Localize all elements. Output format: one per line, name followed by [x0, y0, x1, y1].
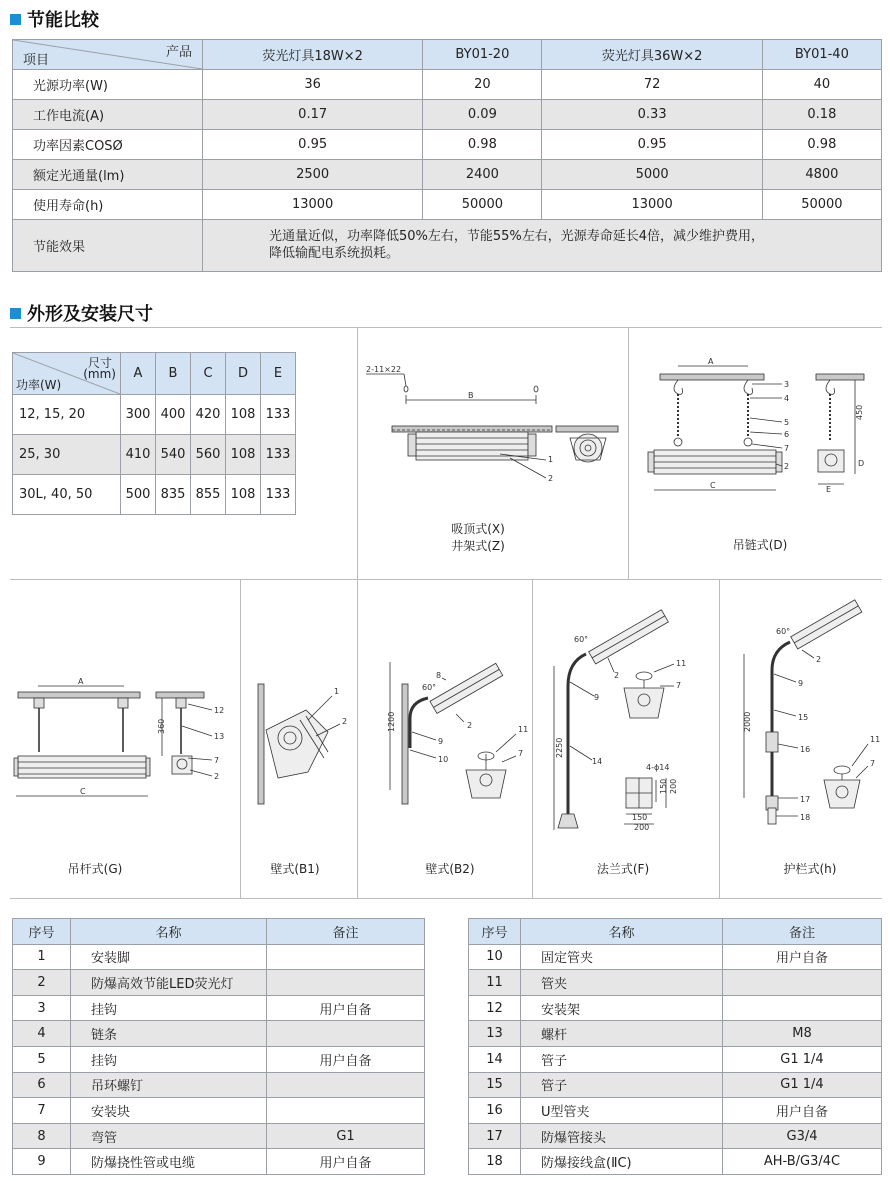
cell-name: 管夹 — [521, 970, 723, 996]
callout-2: 2 — [784, 462, 790, 471]
cell-note: 用户自备 — [723, 944, 882, 970]
dim-450-label: 450 — [855, 404, 864, 420]
cell: 36 — [203, 70, 423, 100]
divider — [532, 579, 533, 899]
cell-no: 4 — [13, 1021, 71, 1047]
table-row — [469, 1072, 882, 1098]
cell: 133 — [261, 435, 296, 475]
cell: 13000 — [542, 190, 762, 220]
cell-no: 15 — [469, 1072, 521, 1098]
table-row — [13, 1149, 425, 1175]
cell-note: 用户自备 — [267, 995, 425, 1021]
table-row — [13, 435, 296, 475]
cell: 5000 — [542, 160, 762, 190]
cell-no: 3 — [13, 995, 71, 1021]
section-heading-dimensions — [10, 300, 153, 326]
row-label: 光源功率(W) — [13, 70, 203, 100]
cell: 0.17 — [203, 100, 423, 130]
cell: 13000 — [203, 190, 423, 220]
table-row — [13, 1098, 425, 1124]
callout-7: 7 — [676, 681, 682, 690]
table-row — [13, 130, 882, 160]
angle-label: 60° — [422, 683, 437, 692]
cell-note: G3/4 — [723, 1123, 882, 1149]
dim-150-label: 150 — [659, 778, 668, 794]
table-row — [13, 475, 296, 515]
cell: 0.95 — [203, 130, 423, 160]
cell-name: 安装脚 — [71, 944, 267, 970]
cell: 72 — [542, 70, 762, 100]
cell-note — [267, 1072, 425, 1098]
cell-note: 用户自备 — [267, 1149, 425, 1175]
cell-note — [267, 944, 425, 970]
cell: 540 — [156, 435, 191, 475]
cell-name: 防爆接线盒(ⅡC) — [521, 1149, 723, 1175]
table-row — [13, 944, 425, 970]
table-row — [13, 1046, 425, 1072]
callout-12: 12 — [214, 706, 225, 715]
callout-15: 15 — [798, 713, 809, 722]
product-header: 荧光灯具18W×2 — [203, 40, 423, 70]
energy-comparison-table — [12, 39, 882, 272]
column-header: D — [226, 353, 261, 395]
dim-c-label: C — [80, 787, 86, 796]
callout-1: 1 — [548, 455, 554, 464]
product-header: BY01-20 — [423, 40, 542, 70]
cell-no: 8 — [13, 1123, 71, 1149]
chain-mount-drawing — [640, 352, 880, 502]
cell-no: 17 — [469, 1123, 521, 1149]
rod-mount-drawing — [12, 676, 237, 806]
table-row — [13, 1072, 425, 1098]
cell-name: 链条 — [71, 1021, 267, 1047]
callout-2: 2 — [467, 721, 473, 730]
hole-spec-label: 2-11×22 — [366, 365, 402, 374]
cell: 410 — [121, 435, 156, 475]
caption-wall-b1: 壁式(B1) — [270, 862, 320, 876]
row-label: 30L, 40, 50 — [13, 475, 121, 515]
column-header-no: 序号 — [13, 919, 71, 945]
table-row — [469, 944, 882, 970]
cell-name: 吊环螺钉 — [71, 1072, 267, 1098]
table-row — [469, 970, 882, 996]
callout-2: 2 — [816, 655, 822, 664]
callout-10: 10 — [438, 755, 449, 764]
callout-2: 2 — [342, 717, 348, 726]
dim-a-label: A — [708, 357, 714, 366]
cell: 420 — [191, 395, 226, 435]
caption-rod: 吊杆式(G) — [67, 862, 123, 876]
callout-3: 3 — [784, 380, 790, 389]
callout-13: 13 — [214, 732, 225, 741]
parts-table-right — [468, 918, 882, 1175]
hole-spec-label: 4-ϕ14 — [646, 763, 670, 772]
cell: 0.95 — [542, 130, 762, 160]
cell: 133 — [261, 475, 296, 515]
callout-6: 6 — [784, 430, 790, 439]
section-title: 节能比较 — [27, 10, 99, 31]
column-header: A — [121, 353, 156, 395]
section-marker-icon — [10, 308, 21, 319]
corner-unit-label: (mm) — [83, 367, 116, 381]
row-label: 额定光通量(lm) — [13, 160, 203, 190]
cell-note — [723, 970, 882, 996]
divider — [357, 327, 358, 579]
cell-name: 管子 — [521, 1046, 723, 1072]
table-row — [13, 160, 882, 190]
caption-ceiling — [428, 521, 528, 555]
row-label: 25, 30 — [13, 435, 121, 475]
dim-360-label: 360 — [157, 718, 166, 734]
divider — [628, 327, 629, 579]
table-row — [469, 1123, 882, 1149]
dim-2250-label: 2250 — [555, 737, 564, 758]
parts-table-left — [12, 918, 425, 1175]
cell: 300 — [121, 395, 156, 435]
cell: 0.98 — [423, 130, 542, 160]
cell: 0.98 — [762, 130, 881, 160]
cell-name: 螺杆 — [521, 1021, 723, 1047]
dim-2000-label: 2000 — [743, 711, 752, 732]
table-row — [469, 1021, 882, 1047]
cell-name: U型管夹 — [521, 1098, 723, 1124]
cell-no: 10 — [469, 944, 521, 970]
saving-line: 降低输配电系统损耗。 — [269, 246, 400, 261]
cell-note: G1 — [267, 1123, 425, 1149]
product-header: 荧光灯具36W×2 — [542, 40, 762, 70]
table-row — [13, 100, 882, 130]
cell: 40 — [762, 70, 881, 100]
table-row — [469, 1098, 882, 1124]
cell-no: 13 — [469, 1021, 521, 1047]
row-label: 工作电流(A) — [13, 100, 203, 130]
cell: 50000 — [762, 190, 881, 220]
saving-line: 光通量近似，功率降低50%左右，节能55%左右，光源寿命延长4倍，减少维护费用， — [269, 229, 765, 244]
ceiling-mount-drawing — [360, 350, 625, 510]
column-header-no: 序号 — [469, 919, 521, 945]
callout-2: 2 — [214, 772, 220, 781]
cell-note: M8 — [723, 1021, 882, 1047]
dim-d-label: D — [858, 459, 865, 468]
callout-9: 9 — [594, 693, 600, 702]
wall-b2-drawing — [370, 658, 530, 808]
callout-11: 11 — [870, 735, 881, 744]
callout-2: 2 — [548, 474, 554, 483]
dim-b-label: B — [468, 391, 474, 400]
cell-no: 7 — [13, 1098, 71, 1124]
callout-2: 2 — [614, 671, 620, 680]
cell: 2400 — [423, 160, 542, 190]
callout-4: 4 — [784, 394, 790, 403]
section-heading-energy — [10, 6, 99, 32]
cell: 2500 — [203, 160, 423, 190]
column-header-note: 备注 — [723, 919, 882, 945]
callout-5: 5 — [784, 418, 790, 427]
cell-no: 12 — [469, 995, 521, 1021]
cell-note: AH-B/G3/4C — [723, 1149, 882, 1175]
cell-note: G1 1/4 — [723, 1072, 882, 1098]
cell-name: 弯管 — [71, 1123, 267, 1149]
cell-name: 管子 — [521, 1072, 723, 1098]
section-title: 外形及安装尺寸 — [27, 304, 153, 325]
callout-7: 7 — [518, 749, 524, 758]
callout-11: 11 — [518, 725, 529, 734]
callout-18: 18 — [800, 813, 811, 822]
section-marker-icon — [10, 14, 21, 25]
product-header: BY01-40 — [762, 40, 881, 70]
divider — [719, 579, 720, 899]
cell-no: 1 — [13, 944, 71, 970]
cell-no: 11 — [469, 970, 521, 996]
cell-no: 16 — [469, 1098, 521, 1124]
callout-7: 7 — [870, 759, 876, 768]
divider — [10, 327, 882, 328]
column-header: E — [261, 353, 296, 395]
dim-150-label: 150 — [632, 813, 648, 822]
caption-flange: 法兰式(F) — [596, 862, 650, 876]
dimension-table — [12, 352, 296, 515]
cell: 500 — [121, 475, 156, 515]
cell-name: 安装架 — [521, 995, 723, 1021]
angle-label: 60° — [776, 627, 791, 636]
table-row — [13, 395, 296, 435]
cell-note — [267, 1098, 425, 1124]
table-corner — [13, 353, 121, 395]
cell: 108 — [226, 435, 261, 475]
wall-b1-drawing — [250, 680, 355, 810]
callout-14: 14 — [592, 757, 603, 766]
cell: 133 — [261, 395, 296, 435]
cell: 855 — [191, 475, 226, 515]
callout-9: 9 — [438, 737, 444, 746]
row-label: 使用寿命(h) — [13, 190, 203, 220]
caption-line: 吸顶式(X) — [451, 522, 505, 536]
callout-9: 9 — [798, 679, 804, 688]
cell-name: 防爆管接头 — [521, 1123, 723, 1149]
cell-name: 固定管夹 — [521, 944, 723, 970]
caption-line: 井架式(Z) — [451, 539, 505, 553]
callout-17: 17 — [800, 795, 811, 804]
callout-11: 11 — [676, 659, 687, 668]
caption-wall-b2: 壁式(B2) — [425, 862, 475, 876]
column-header: B — [156, 353, 191, 395]
table-row — [13, 220, 882, 272]
cell: 400 — [156, 395, 191, 435]
corner-power-label: 功率(W) — [16, 378, 62, 392]
callout-8: 8 — [436, 671, 442, 680]
caption-chain: 吊链式(D) — [732, 538, 788, 552]
table-row — [13, 70, 882, 100]
callout-7: 7 — [214, 756, 220, 765]
cell-note: G1 1/4 — [723, 1046, 882, 1072]
column-header-name: 名称 — [521, 919, 723, 945]
divider — [10, 898, 882, 899]
callout-1: 1 — [334, 687, 340, 696]
cell-name: 挂钩 — [71, 995, 267, 1021]
cell-no: 9 — [13, 1149, 71, 1175]
divider — [240, 579, 241, 899]
cell-name: 防爆挠性管或电缆 — [71, 1149, 267, 1175]
cell: 4800 — [762, 160, 881, 190]
corner-item-label: 项目 — [23, 53, 50, 68]
corner-size-label: 尺寸 — [87, 356, 112, 370]
saving-note — [203, 220, 882, 272]
dim-a-label: A — [78, 677, 84, 686]
table-row — [469, 1046, 882, 1072]
callout-7: 7 — [784, 444, 790, 453]
cell-note — [267, 970, 425, 996]
railing-mount-drawing — [728, 598, 881, 832]
cell: 0.09 — [423, 100, 542, 130]
column-header-name: 名称 — [71, 919, 267, 945]
table-row — [13, 995, 425, 1021]
cell: 0.33 — [542, 100, 762, 130]
table-row — [469, 995, 882, 1021]
row-label: 功率因素COSØ — [13, 130, 203, 160]
table-row — [13, 190, 882, 220]
column-header: C — [191, 353, 226, 395]
dim-200-label: 200 — [669, 778, 678, 794]
table-row — [13, 970, 425, 996]
callout-16: 16 — [800, 745, 811, 754]
cell: 108 — [226, 475, 261, 515]
cell: 0.18 — [762, 100, 881, 130]
cell: 20 — [423, 70, 542, 100]
dim-200-label: 200 — [634, 823, 650, 832]
cell-no: 6 — [13, 1072, 71, 1098]
table-corner — [13, 40, 203, 70]
cell-note: 用户自备 — [267, 1046, 425, 1072]
caption-railing: 护栏式(h) — [783, 862, 837, 876]
row-label: 节能效果 — [13, 220, 203, 272]
table-row — [13, 1123, 425, 1149]
cell-no: 2 — [13, 970, 71, 996]
cell: 108 — [226, 395, 261, 435]
row-label: 12, 15, 20 — [13, 395, 121, 435]
cell-name: 防爆高效节能LED荧光灯 — [71, 970, 267, 996]
cell-name: 安装块 — [71, 1098, 267, 1124]
dim-c-label: C — [710, 481, 716, 490]
cell: 50000 — [423, 190, 542, 220]
table-row — [469, 1149, 882, 1175]
cell-no: 18 — [469, 1149, 521, 1175]
column-header-note: 备注 — [267, 919, 425, 945]
cell-note: 用户自备 — [723, 1098, 882, 1124]
cell-note — [723, 995, 882, 1021]
flange-mount-drawing — [538, 606, 718, 834]
divider — [357, 579, 358, 899]
angle-label: 60° — [574, 635, 589, 644]
dim-1200-label: 1200 — [387, 711, 396, 732]
cell-note — [267, 1021, 425, 1047]
corner-product-label: 产品 — [165, 45, 192, 60]
cell-no: 5 — [13, 1046, 71, 1072]
cell: 560 — [191, 435, 226, 475]
dim-e-label: E — [826, 485, 832, 494]
table-row — [13, 1021, 425, 1047]
cell-no: 14 — [469, 1046, 521, 1072]
divider — [10, 579, 882, 580]
cell: 835 — [156, 475, 191, 515]
cell-name: 挂钩 — [71, 1046, 267, 1072]
